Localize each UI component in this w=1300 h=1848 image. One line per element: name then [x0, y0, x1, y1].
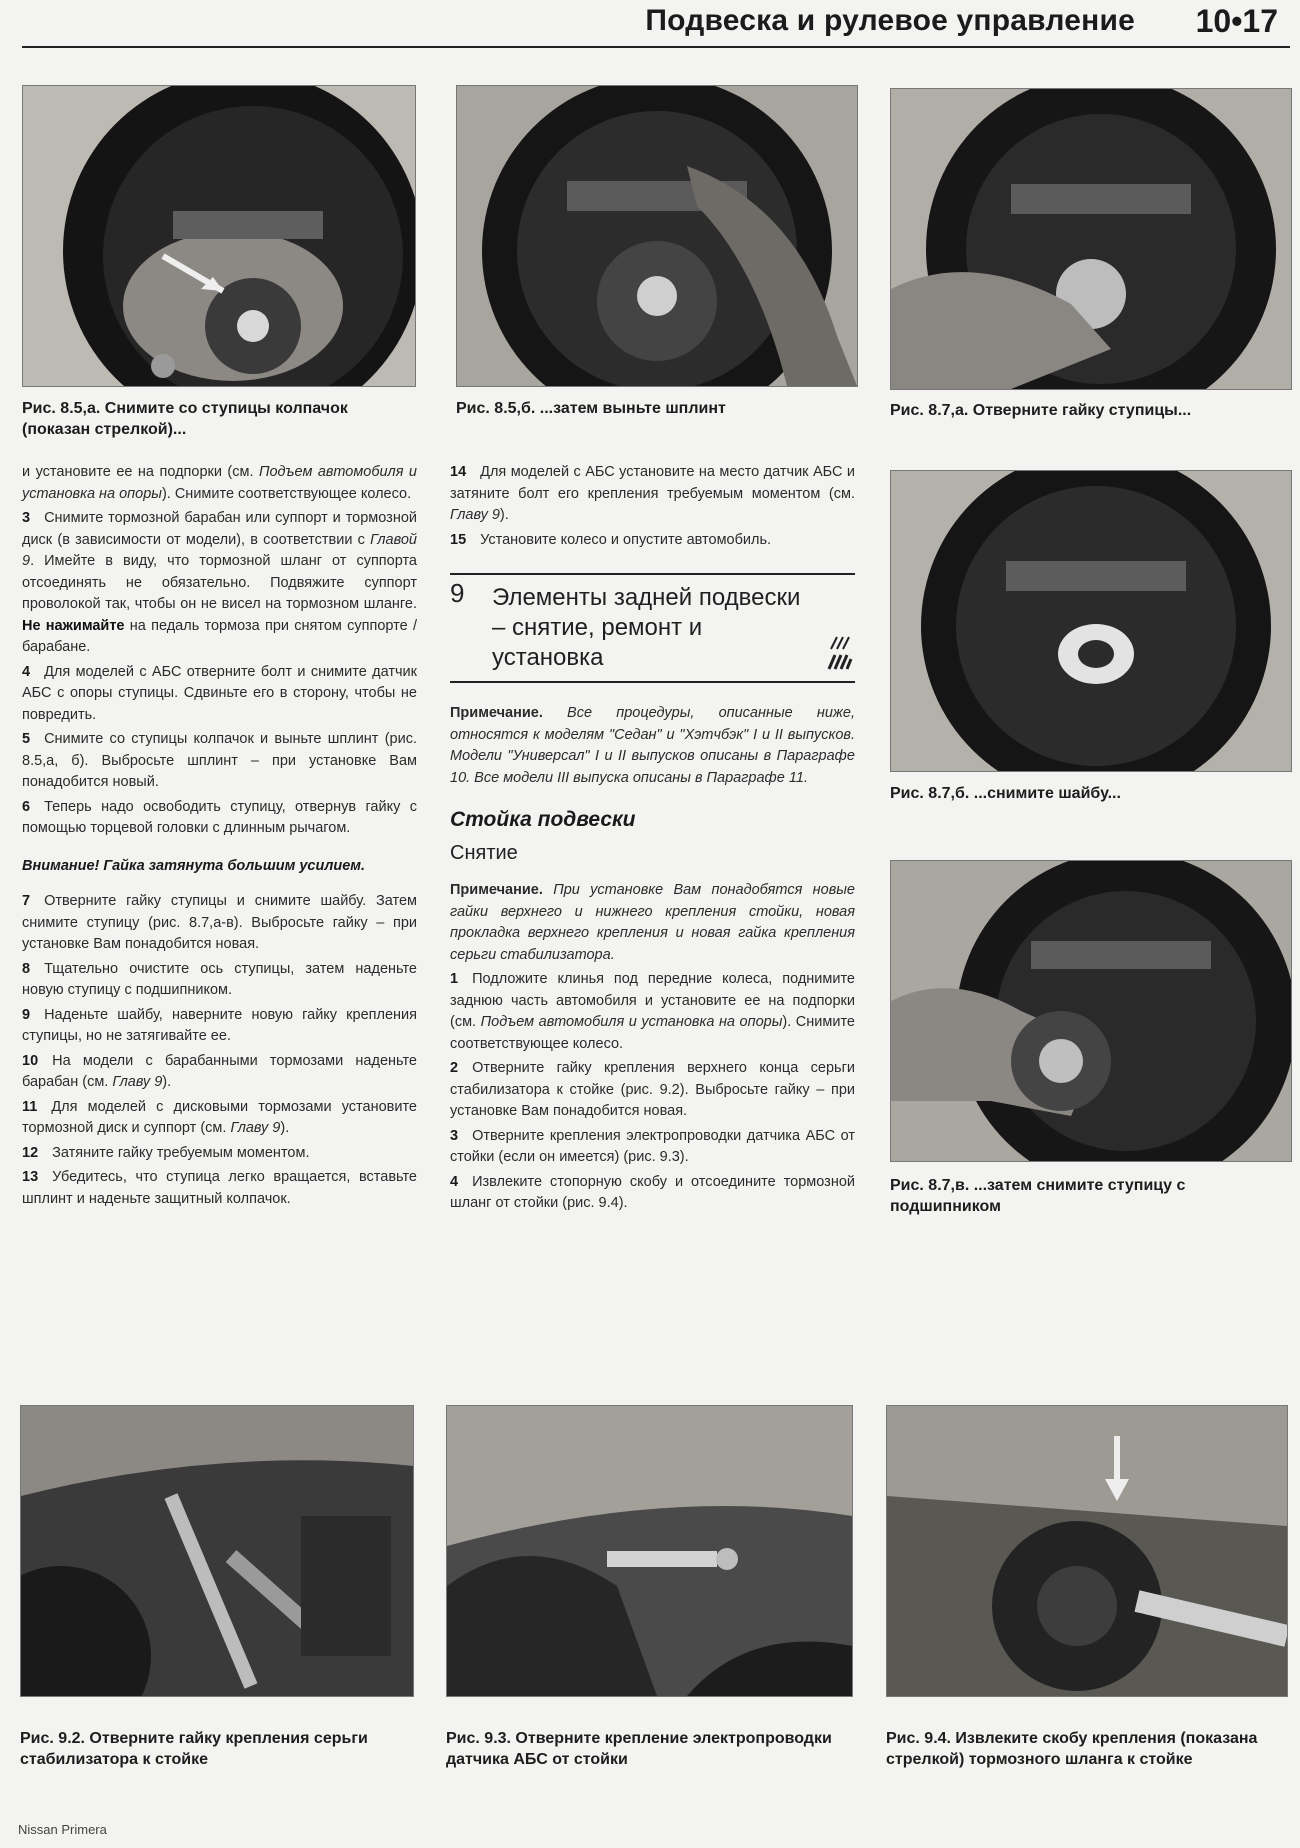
caption-fig-9-4: Рис. 9.4. Извлеките скобу крепления (показана стрелкой) тормозного шланга к стойке: [886, 1730, 1258, 1768]
step-7: 7 Отверните гайку ступицы и снимите шайбу. Затем снимите ступицу (рис. 8.7,а-в). Выбросьте гайку – при установке Вам понадобится новая.: [22, 893, 417, 952]
caption-fig-9-3: Рис. 9.3. Отверните крепление электропроводки датчика АБС от стойки: [446, 1730, 832, 1768]
paragraph: и установите ее на подпорки (см. Подъем автомобиля и установка на опоры). Снимите соответствующее колесо.: [22, 464, 418, 502]
step-5: 5 Снимите со ступицы колпачок и выньте шплинт (рис. 8.5,а, б). Выбросьте шплинт – при установке Вам понадобится новый.: [22, 731, 417, 790]
chapter-title: Подвеска и рулевое управление: [645, 4, 1135, 37]
caption-fig-8-7b: Рис. 8.7,б. ...снимите шайбу...: [890, 785, 1121, 802]
note-1: Примечание. Все процедуры, описанные ниже, относятся к моделям "Седан" и "Хэтчбэк" I и II выпусков. Модели "Универсал" I и II выпусков описаны в Параграфе 10. Все модели III выпуска описаны в Параграфе 11.: [450, 705, 855, 786]
step-9: 9 Наденьте шайбу, наверните новую гайку крепления ступицы, но не затягивайте ее.: [22, 1006, 417, 1044]
page-header: [22, 0, 1290, 50]
warning-text: Внимание! Гайка затянута большим усилием.: [22, 857, 366, 874]
removal-step-1: 1 Подложите клинья под передние колеса, поднимите заднюю часть автомобиля и установите ее на подпорки (см. Подъем автомобиля и установка на опоры). Снимите соответствующее колесо.: [450, 971, 855, 1052]
photo-fig-8-7v: [890, 860, 1292, 1162]
caption-fig-9-2: Рис. 9.2. Отверните гайку крепления серьги стабилизатора к стойке: [20, 1730, 368, 1768]
photo-fig-8-7a: [890, 88, 1292, 390]
section-number: 9: [450, 578, 465, 608]
caption-fig-8-7a: Рис. 8.7,а. Отверните гайку ступицы...: [890, 402, 1192, 419]
removal-step-2: 2 Отверните гайку крепления верхнего конца серьги стабилизатора к стойке (рис. 9.2). Выбросьте гайку – при установке Вам понадобится новая.: [450, 1060, 855, 1119]
photo-fig-9-2: [20, 1405, 414, 1697]
section-title: Элементы задней подвески – снятие, ремонт и установка: [492, 584, 801, 671]
text-column-2: [450, 462, 855, 1218]
section-heading-9: [450, 573, 855, 683]
step-8: 8 Тщательно очистите ось ступицы, затем наденьте новую ступицу с подшипником.: [22, 960, 417, 998]
photo-fig-9-4: [886, 1405, 1288, 1697]
photo-fig-9-3: [446, 1405, 853, 1697]
difficulty-wrench-icon: [825, 629, 853, 673]
step-6: 6 Теперь надо освободить ступицу, отвернув гайку с помощью торцевой головки с длинным рычагом.: [22, 798, 417, 836]
step-4: 4 Для моделей с АБС отверните болт и снимите датчик АБС с опоры ступицы. Сдвиньте его в сторону, чтобы не повредить.: [22, 663, 417, 723]
page-number: 10•17: [1195, 3, 1278, 39]
photo-fig-8-5a: [22, 85, 416, 387]
page-footer: Nissan Primera: [18, 1822, 107, 1837]
step-12: 12 Затяните гайку требуемым моментом.: [22, 1144, 310, 1161]
step-3: 3 Снимите тормозной барабан или суппорт и тормозной диск (в зависимости от модели), в соответствии с Главой 9. Имейте в виду, что тормозной шланг от суппорта отсоединять не обязательно. Подвяжите суппорт проволокой так, чтобы он не висел на тормозном шланге. Не нажимайте на педаль тормоза при снятом суппорте / барабане.: [22, 510, 417, 655]
note-2: Примечание. При установке Вам понадобятся новые гайки верхнего и нижнего крепления стойки, новая прокладка верхнего крепления и новая гайка крепления серьги стабилизатора.: [450, 882, 855, 963]
step-13: 13 Убедитесь, что ступица легко вращается, вставьте шплинт и наденьте защитный колпачок.: [22, 1169, 417, 1207]
subheading-strut: Стойка подвески: [450, 808, 636, 831]
photo-fig-8-5b: [456, 85, 858, 387]
photo-fig-8-7b: [890, 470, 1292, 772]
step-15: 15 Установите колесо и опустите автомобиль.: [450, 531, 772, 548]
step-11: 11 Для моделей с дисковыми тормозами установите тормозной диск и суппорт (см. Главу 9).: [22, 1098, 417, 1136]
caption-fig-8-5a: Рис. 8.5,а. Снимите со ступицы колпачок (показан стрелкой)...: [22, 400, 348, 438]
caption-fig-8-5b: Рис. 8.5,б. ...затем выньте шплинт: [456, 400, 726, 417]
removal-step-4: 4 Извлеките стопорную скобу и отсоедините тормозной шланг от стойки (рис. 9.4).: [450, 1173, 855, 1211]
text-column-1: [22, 462, 417, 1213]
removal-step-3: 3 Отверните крепления электропроводки датчика АБС от стойки (если он имеется) (рис. 9.3).: [450, 1127, 855, 1165]
header-rule: [22, 46, 1290, 48]
caption-fig-8-7v: Рис. 8.7,в. ...затем снимите ступицу с подшипником: [890, 1177, 1186, 1215]
subheading-removal: Снятие: [450, 841, 518, 864]
step-14: 14 Для моделей с АБС установите на место датчик АБС и затяните болт его крепления требуемым моментом (см. Главу 9).: [450, 464, 855, 523]
step-10: 10 На модели с барабанными тормозами наденьте барабан (см. Главу 9).: [22, 1052, 417, 1090]
